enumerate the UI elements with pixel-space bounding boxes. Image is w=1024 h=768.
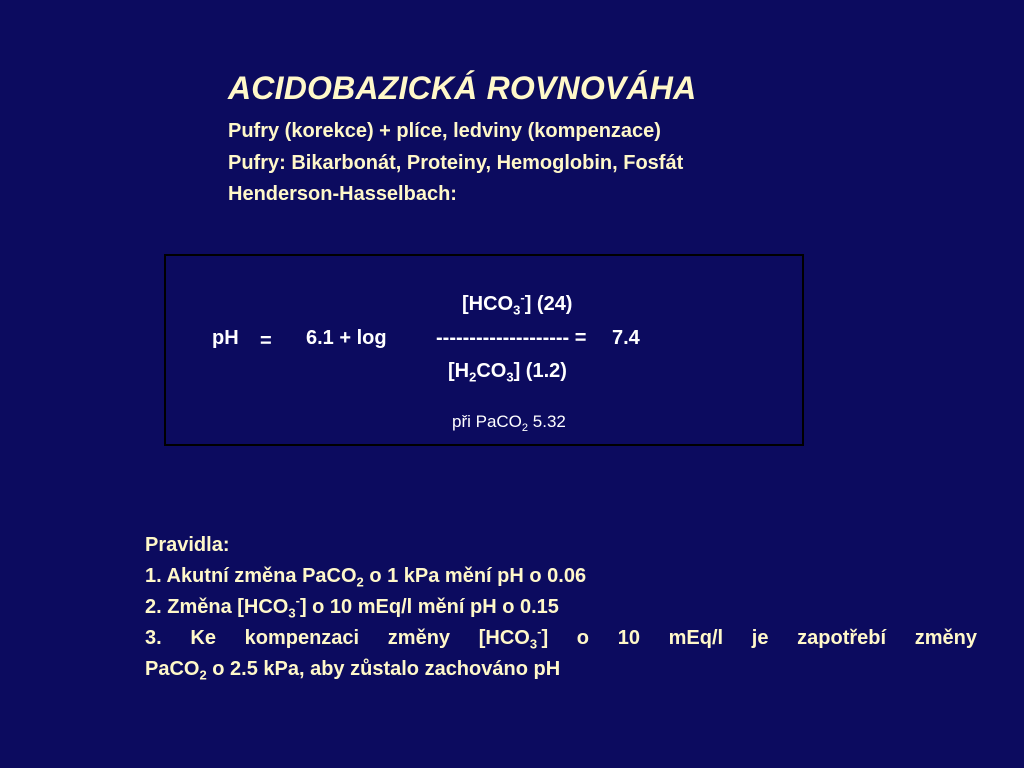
rules-heading: Pravidla: xyxy=(145,534,230,556)
rule-3-text-b: ] o 10 mEq/l je zapotřebí změny xyxy=(541,627,977,649)
rule-2-text-b: ] o 10 mEq/l mění pH o 0.15 xyxy=(299,596,559,618)
note-prefix: při PaCO xyxy=(452,412,522,431)
numerator-close: ] (24) xyxy=(524,293,573,315)
rule-3-text-a: 3. Ke kompenzaci změny [HCO xyxy=(145,627,530,649)
rule-3-sub: 3 xyxy=(529,636,538,652)
rule-3-text-d: o 2.5 kPa, aby zůstalo zachováno pH xyxy=(206,658,561,680)
rule-2-sub: 3 xyxy=(288,605,296,621)
formula-numerator xyxy=(462,290,573,318)
numerator-sub: 3 xyxy=(513,302,521,318)
rule-3-text-c: PaCO xyxy=(145,658,200,680)
formula-box xyxy=(164,254,804,446)
denominator-open: [H xyxy=(448,360,470,382)
formula-ph-label: pH xyxy=(212,327,239,349)
rule-1-sub: 2 xyxy=(356,574,364,590)
numerator-open: [HCO xyxy=(462,293,514,315)
slide-title: ACIDOBAZICKÁ ROVNOVÁHA xyxy=(228,70,697,106)
formula-constant-log: 6.1 + log xyxy=(306,327,387,349)
note-value: 5.32 xyxy=(528,412,566,431)
text-line-2: Pufry: Bikarbonát, Proteiny, Hemoglobin, Fosfát xyxy=(228,152,684,174)
numerator-sup: - xyxy=(520,290,525,306)
text-line-1: Pufry (korekce) + plíce, ledviny (kompenzace) xyxy=(228,120,661,142)
rule-3-line-2 xyxy=(145,658,560,681)
denominator-sub-2: 3 xyxy=(506,369,514,385)
formula-equals: = xyxy=(260,330,272,352)
rule-3-c-sub: 2 xyxy=(199,667,207,683)
formula-denominator xyxy=(448,360,567,383)
denominator-mid: CO xyxy=(476,360,507,382)
rule-2-sup: - xyxy=(295,593,300,609)
denominator-close: ] (1.2) xyxy=(513,360,567,382)
rule-3-line-1 xyxy=(145,624,977,652)
denominator-sub-1: 2 xyxy=(469,369,477,385)
rule-1-text-b: o 1 kPa mění pH o 0.06 xyxy=(363,565,587,587)
formula-result: 7.4 xyxy=(612,327,640,349)
rule-3-sup: - xyxy=(537,624,542,640)
rule-2 xyxy=(145,593,559,621)
rule-2-text-a: 2. Změna [HCO xyxy=(145,596,289,618)
rule-1-text-a: 1. Akutní změna PaCO xyxy=(145,565,357,587)
text-line-3: Henderson-Hasselbach: xyxy=(228,183,457,205)
rule-1 xyxy=(145,565,586,588)
formula-note xyxy=(452,412,566,432)
note-sub: 2 xyxy=(521,421,529,434)
formula-fraction-bar: -------------------- = xyxy=(436,327,587,349)
